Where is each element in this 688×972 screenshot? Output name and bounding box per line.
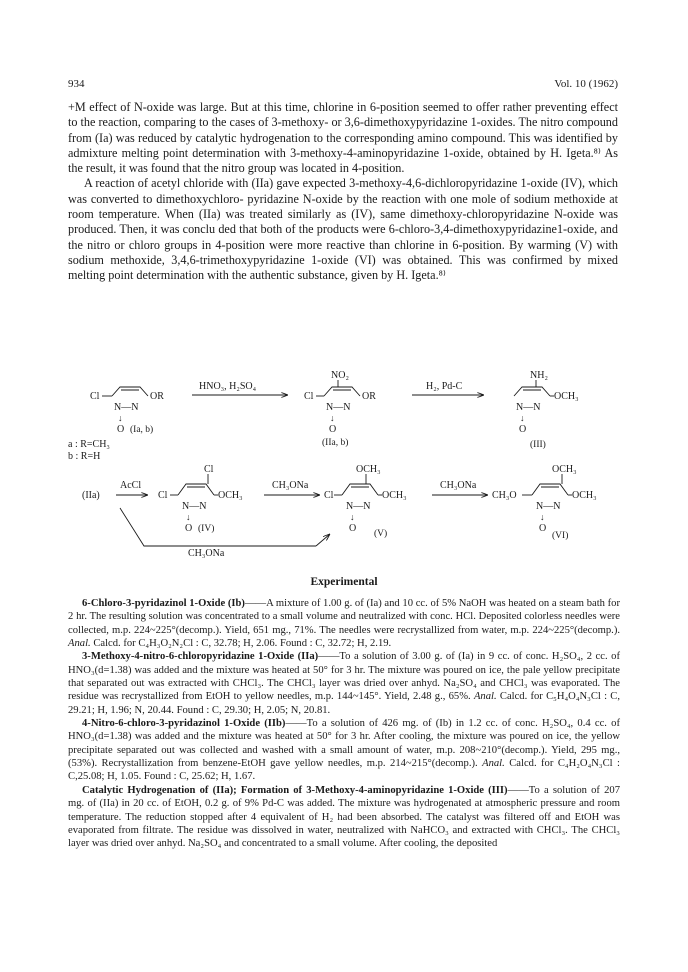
reaction-arrow <box>316 534 330 546</box>
n-oxide-arrow: ↓ <box>350 512 355 522</box>
entry-text: ——To a solution of 207 mg. of (IIa) in 20 cc. of EtOH, 0.2 g. of 9% Pd-C was added. The mixture was hydrogenated at atmospheric pressure and room temperature. The reduction stopped after 4 equivalent of H₂ had been absorbed. The catalyst was filtered off and EtOH was evaporated from filtrate. The residue was dissolved in water, neutralized with NaHCO₃ and extracted with CHCl₃. The CHCl₃ layer was dried over anhyd. Na₂SO₄ and concentrated to a small volume. After cooling, the deposited <box>68 784 620 850</box>
experimental-entry <box>68 717 620 784</box>
section-title: Experimental <box>310 576 378 588</box>
oxide-oxygen: O <box>117 424 125 435</box>
substituent-left: Cl <box>304 391 314 402</box>
experimental-section <box>68 597 620 851</box>
oxide-oxygen: O <box>519 424 527 435</box>
reagent-hydrogenation: H₂, Pd-C <box>426 381 463 392</box>
paragraph: +M effect of N-oxide was large. But at this time, chlorine in 6-position seemed to offer rather preventing effect to the reaction, comparing to the cases of 3-methoxy- or 3,6-dimethoxypyridazine 1-oxides. The nitro compound from (Ia) was reduced by catalytic hydrogenation to the corresponding amino compound. This was identified by admixture melting point determination with 3-methoxy-4-aminopyridazine 1-oxide, obtained by H. Igeta.⁸⁾ As the result, it was found that the nitro group was located in 4-position. <box>68 100 618 176</box>
entry-heading: 4-Nitro-6-chloro-3-pyridazinol 1-Oxide (IIb) <box>82 718 286 730</box>
experimental-entry <box>68 597 620 650</box>
experimental-entry <box>68 784 620 851</box>
anal-label: Anal. <box>473 691 497 703</box>
compound-VI <box>492 464 597 541</box>
compound-label: (VI) <box>552 531 569 541</box>
anal-text: Calcd. for C₄H₃O₂N₂Cl : C, 32.78; H, 2.06. Found : C, 32.72; H, 2.19. <box>93 638 392 650</box>
oxide-oxygen: O <box>185 523 193 534</box>
direct-route-line <box>120 508 316 546</box>
journal-volume: Vol. 10 (1962) <box>554 78 618 90</box>
oxide-oxygen: O <box>539 523 547 534</box>
substituent-right: OR <box>150 391 164 402</box>
n-oxide-arrow: ↓ <box>186 512 191 522</box>
substituent-right: OCH₃ <box>554 391 579 402</box>
entry-heading: 3-Methoxy-4-nitro-6-chloropyridazine 1-Oxide (IIa) <box>82 651 319 663</box>
substituent-left: Cl <box>158 490 168 501</box>
experimental-entry <box>68 650 620 717</box>
entry-text: ——To a solution of 426 mg. of (Ib) in 1.2 cc. of conc. H₂SO₄, 0.4 cc. of HNO₃(d=1.38) was added and the mixture was heated at 50° for 3 hr. After cooling, the mixture was poured on ice, the yellow precipitate separated out was collected and washed with a small amount of water, m.p. 208~210°(decomp.). Yield, 295 mg., (53%). Recrystallization from benzene-EtOH gave yellow needles, m.p. 214~215°(decomp.). <box>68 718 620 770</box>
reagent-acetyl-chloride: AcCl <box>120 480 142 491</box>
entry-text: ——To a solution of 3.00 g. of (Ia) in 9 cc. of conc. H₂SO₄, 2 cc. of HNO₃(d=1.38) was added and the mixture was heated at 50° for 3 hr. The mixture was poured on ice, the pale yellow precipitate that separated out was extracted with CHCl₃. The CHCl₃ layer was dried over anhyd. Na₂SO₄ and CHCl₃ was evaporated. The residue was recrystallized from EtOH to yellow needles, m.p. 144~145°. Yield, 2.48 g., 65%. <box>68 651 620 703</box>
substituent-left: CH₃O <box>492 490 517 501</box>
ring-nitrogens: N—N <box>182 501 207 512</box>
compound-label: (IV) <box>198 524 215 534</box>
compound-label: (III) <box>530 440 546 450</box>
substituent-right: OCH₃ <box>572 490 597 501</box>
substituent-right: OCH₃ <box>218 490 243 501</box>
anal-label: Anal. <box>68 638 91 650</box>
n-oxide-arrow: ↓ <box>540 512 545 522</box>
reaction-scheme <box>68 358 620 558</box>
substituent-top: NO₂ <box>331 370 349 381</box>
start-compound: (IIa) <box>82 490 100 501</box>
ring-nitrogens: N—N <box>114 402 139 413</box>
substituent-right: OCH₃ <box>382 490 407 501</box>
page-number: 934 <box>68 78 85 90</box>
substituent-right: OR <box>362 391 376 402</box>
oxide-oxygen: O <box>349 523 357 534</box>
compound-label: (V) <box>374 529 388 539</box>
ring-nitrogens: N—N <box>326 402 351 413</box>
compound-V <box>324 464 407 539</box>
reagent-methoxide: CH₃ONa <box>188 548 225 558</box>
anal-text: Calcd. for C₅H₄O₄N₃Cl : C, 29.21; H, 1.96; N, 20.44. Found : C, 29.30; H, 2.05; N, 20.81. <box>68 691 621 716</box>
compound-Ia <box>90 387 164 435</box>
compound-IV <box>158 464 243 534</box>
compound-III <box>514 370 579 450</box>
oxide-oxygen: O <box>329 424 337 435</box>
r-key-a: a : R=CH₃ <box>68 439 110 450</box>
entry-text: ——A mixture of 1.00 g. of (Ia) and 10 cc. of 5% NaOH was heated on a steam bath for 2 hr. The resulting solution was concentrated to a small volume and neutralized with conc. HCl. Deposited colorless needles were collected, m.p. 224~225°(decomp.). Yield, 651 mg., 71%. The needles were recrystallized from water, m.p. 224~225°(decomp.). <box>68 598 620 636</box>
reagent-nitration: HNO₃, H₂SO₄ <box>199 381 257 392</box>
reagent-methoxide: CH₃ONa <box>440 480 477 491</box>
n-oxide-arrow: ↓ <box>118 413 123 423</box>
ring-nitrogens: N—N <box>346 501 371 512</box>
ring-nitrogens: N—N <box>536 501 561 512</box>
substituent-top: OCH₃ <box>356 464 381 475</box>
reagent-methoxide: CH₃ONa <box>272 480 309 491</box>
anal-text: Calcd. for C₄H₂O₄N₃Cl : C,25.08; H, 1.05. Found : C, 25.62; H, 1.67. <box>68 758 621 783</box>
ring-top <box>112 387 148 396</box>
substituent-left: Cl <box>90 391 100 402</box>
substituent-left: Cl <box>324 490 334 501</box>
n-oxide-arrow: ↓ <box>520 413 525 423</box>
paragraph: A reaction of acetyl chloride with (IIa) gave expected 3-methoxy-4,6-dichloropyridazine 1-oxide (IV), which was converted to dimethoxychloro- pyridazine N-oxide by the reaction with one mole of sodium methoxide at room temperature. When (IIa) was treated similarly as (IV), same dimethoxy-chloropyridazine N-oxide was produced. Then, it was conclu ded that both of the products were 6-chloro-3,4-dimethoxypyridazine1-oxide, and the nitro or chloro groups in 4-position were more reactive than chlorine in 6-position. By warming (V) with sodium methoxide, 3,4,6-trimethoxypyridazine 1-oxide (VI) was obtained. This was confirmed by mixed melting point determination with the authentic substance, given by H. Igeta.⁸⁾ <box>68 176 618 283</box>
substituent-top: NH₂ <box>530 370 548 381</box>
entry-heading: 6-Chloro-3-pyridazinol 1-Oxide (Ib) <box>82 598 245 609</box>
substituent-top: Cl <box>204 464 214 475</box>
compound-label: (IIa, b) <box>322 438 349 448</box>
body-text <box>68 100 618 284</box>
ring-nitrogens: N—N <box>516 402 541 413</box>
substituent-top: OCH₃ <box>552 464 577 475</box>
entry-heading: Catalytic Hydrogenation of (IIa); Formation of 3-Methoxy-4-aminopyridazine 1-Oxide (III) <box>82 784 508 796</box>
r-key-b: b : R=H <box>68 451 101 462</box>
compound-IIab <box>304 370 376 448</box>
anal-label: Anal. <box>482 758 505 770</box>
compound-label: (Ia, b) <box>130 425 154 435</box>
n-oxide-arrow: ↓ <box>330 413 335 423</box>
